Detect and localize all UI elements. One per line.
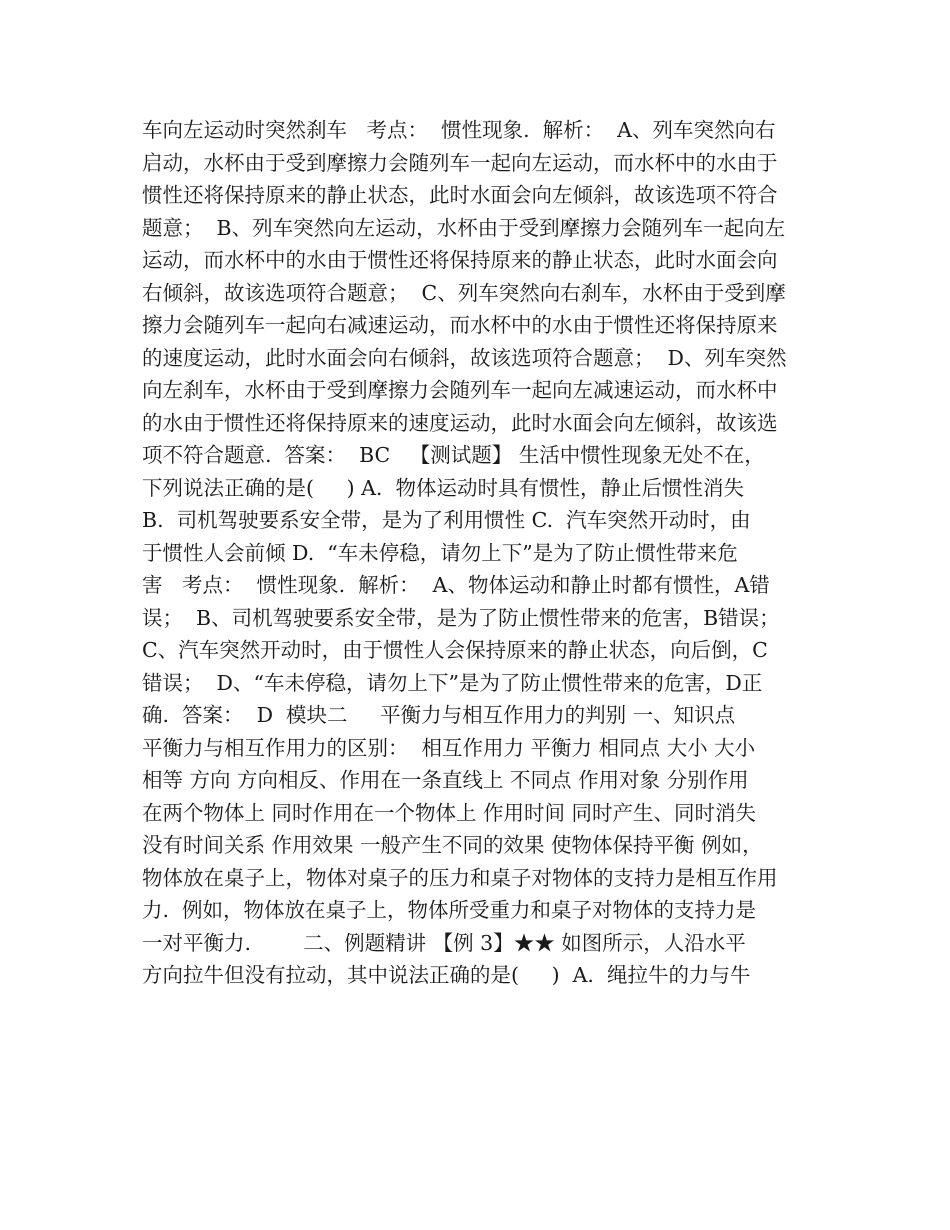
text-line: C、汽车突然开动时，由于惯性人会保持原来的静止状态，向后倒，C <box>142 638 768 662</box>
text-line: 项不符合题意. 答案： BC 【测试题】 生活中惯性现象无处不在， <box>142 443 765 467</box>
text-line: 于惯性人会前倾 D. “车未停稳，请勿上下”是为了防止惯性带来危 <box>142 540 738 565</box>
body-text <box>142 114 814 992</box>
text-line: 一对平衡力. 二、例题精讲 【例 3】★★ 如图所示，人沿水平 <box>142 930 746 955</box>
text-line: 物体放在桌子上，物体对桌子的压力和桌子对物体的支持力是相互作用 <box>142 865 778 890</box>
text-line: 运动，而水杯中的水由于惯性还将保持原来的静止状态，此时水面会向 <box>142 248 778 272</box>
text-line: 下列说法正确的是( ) A. 物体运动时具有惯性，静止后惯性消失 <box>142 475 744 500</box>
text-line: 向左刹车，水杯由于受到摩擦力会随列车一起向左减速运动，而水杯中 <box>142 378 778 402</box>
text-line: 害 考点： 惯性现象. 解析： A、物体运动和静止时都有惯性，A错 <box>142 573 770 597</box>
text-line: 擦力会随列车一起向右减速运动，而水杯中的水由于惯性还将保持原来 <box>142 313 778 337</box>
text-line: 错误； D、“车未停稳，请勿上下”是为了防止惯性带来的危害，D正 <box>142 670 763 695</box>
text-line: 题意； B、列车突然向左运动，水杯由于受到摩擦力会随列车一起向左 <box>142 215 786 240</box>
text-line: 方向拉牛但没有拉动，其中说法正确的是( ) A. 绳拉牛的力与牛 <box>142 963 751 987</box>
text-line: 力. 例如，物体放在桌子上，物体所受重力和桌子对物体的支持力是 <box>142 898 757 922</box>
text-line: 车向左运动时突然刹车 考点： 惯性现象. 解析： A、列车突然向右 <box>142 118 776 142</box>
text-line: 惯性还将保持原来的静止状态，此时水面会向左倾斜，故该选项不符合 <box>142 183 778 207</box>
text-line: 误； B、司机驾驶要系安全带，是为了防止惯性带来的危害，B错误； <box>142 605 780 630</box>
text-line: 右倾斜，故该选项符合题意； C、列车突然向右刹车，水杯由于受到摩 <box>142 280 786 305</box>
text-line: B. 司机驾驶要系安全带，是为了利用惯性 C. 汽车突然开动时，由 <box>142 508 751 532</box>
text-line: 的速度运动，此时水面会向右倾斜，故该选项符合题意； D、列车突然 <box>142 345 787 370</box>
text-line: 没有时间关系 作用效果 一般产生不同的效果 使物体保持平衡 例如， <box>142 833 763 857</box>
text-line: 启动，水杯由于受到摩擦力会随列车一起向左运动，而水杯中的水由于 <box>142 150 778 175</box>
text-line: 确. 答案： D 模块二 平衡力与相互作用力的判别 一、知识点 <box>142 703 736 727</box>
text-line: 平衡力与相互作用力的区别： 相互作用力 平衡力 相同点 大小 大小 <box>142 735 756 760</box>
text-line: 相等 方向 方向相反、作用在一条直线上 不同点 作用对象 分别作用 <box>142 768 749 792</box>
text-line: 在两个物体上 同时作用在一个物体上 作用时间 同时产生、同时消失 <box>142 800 757 825</box>
text-line: 的水由于惯性还将保持原来的速度运动，此时水面会向左倾斜，故该选 <box>142 410 778 435</box>
